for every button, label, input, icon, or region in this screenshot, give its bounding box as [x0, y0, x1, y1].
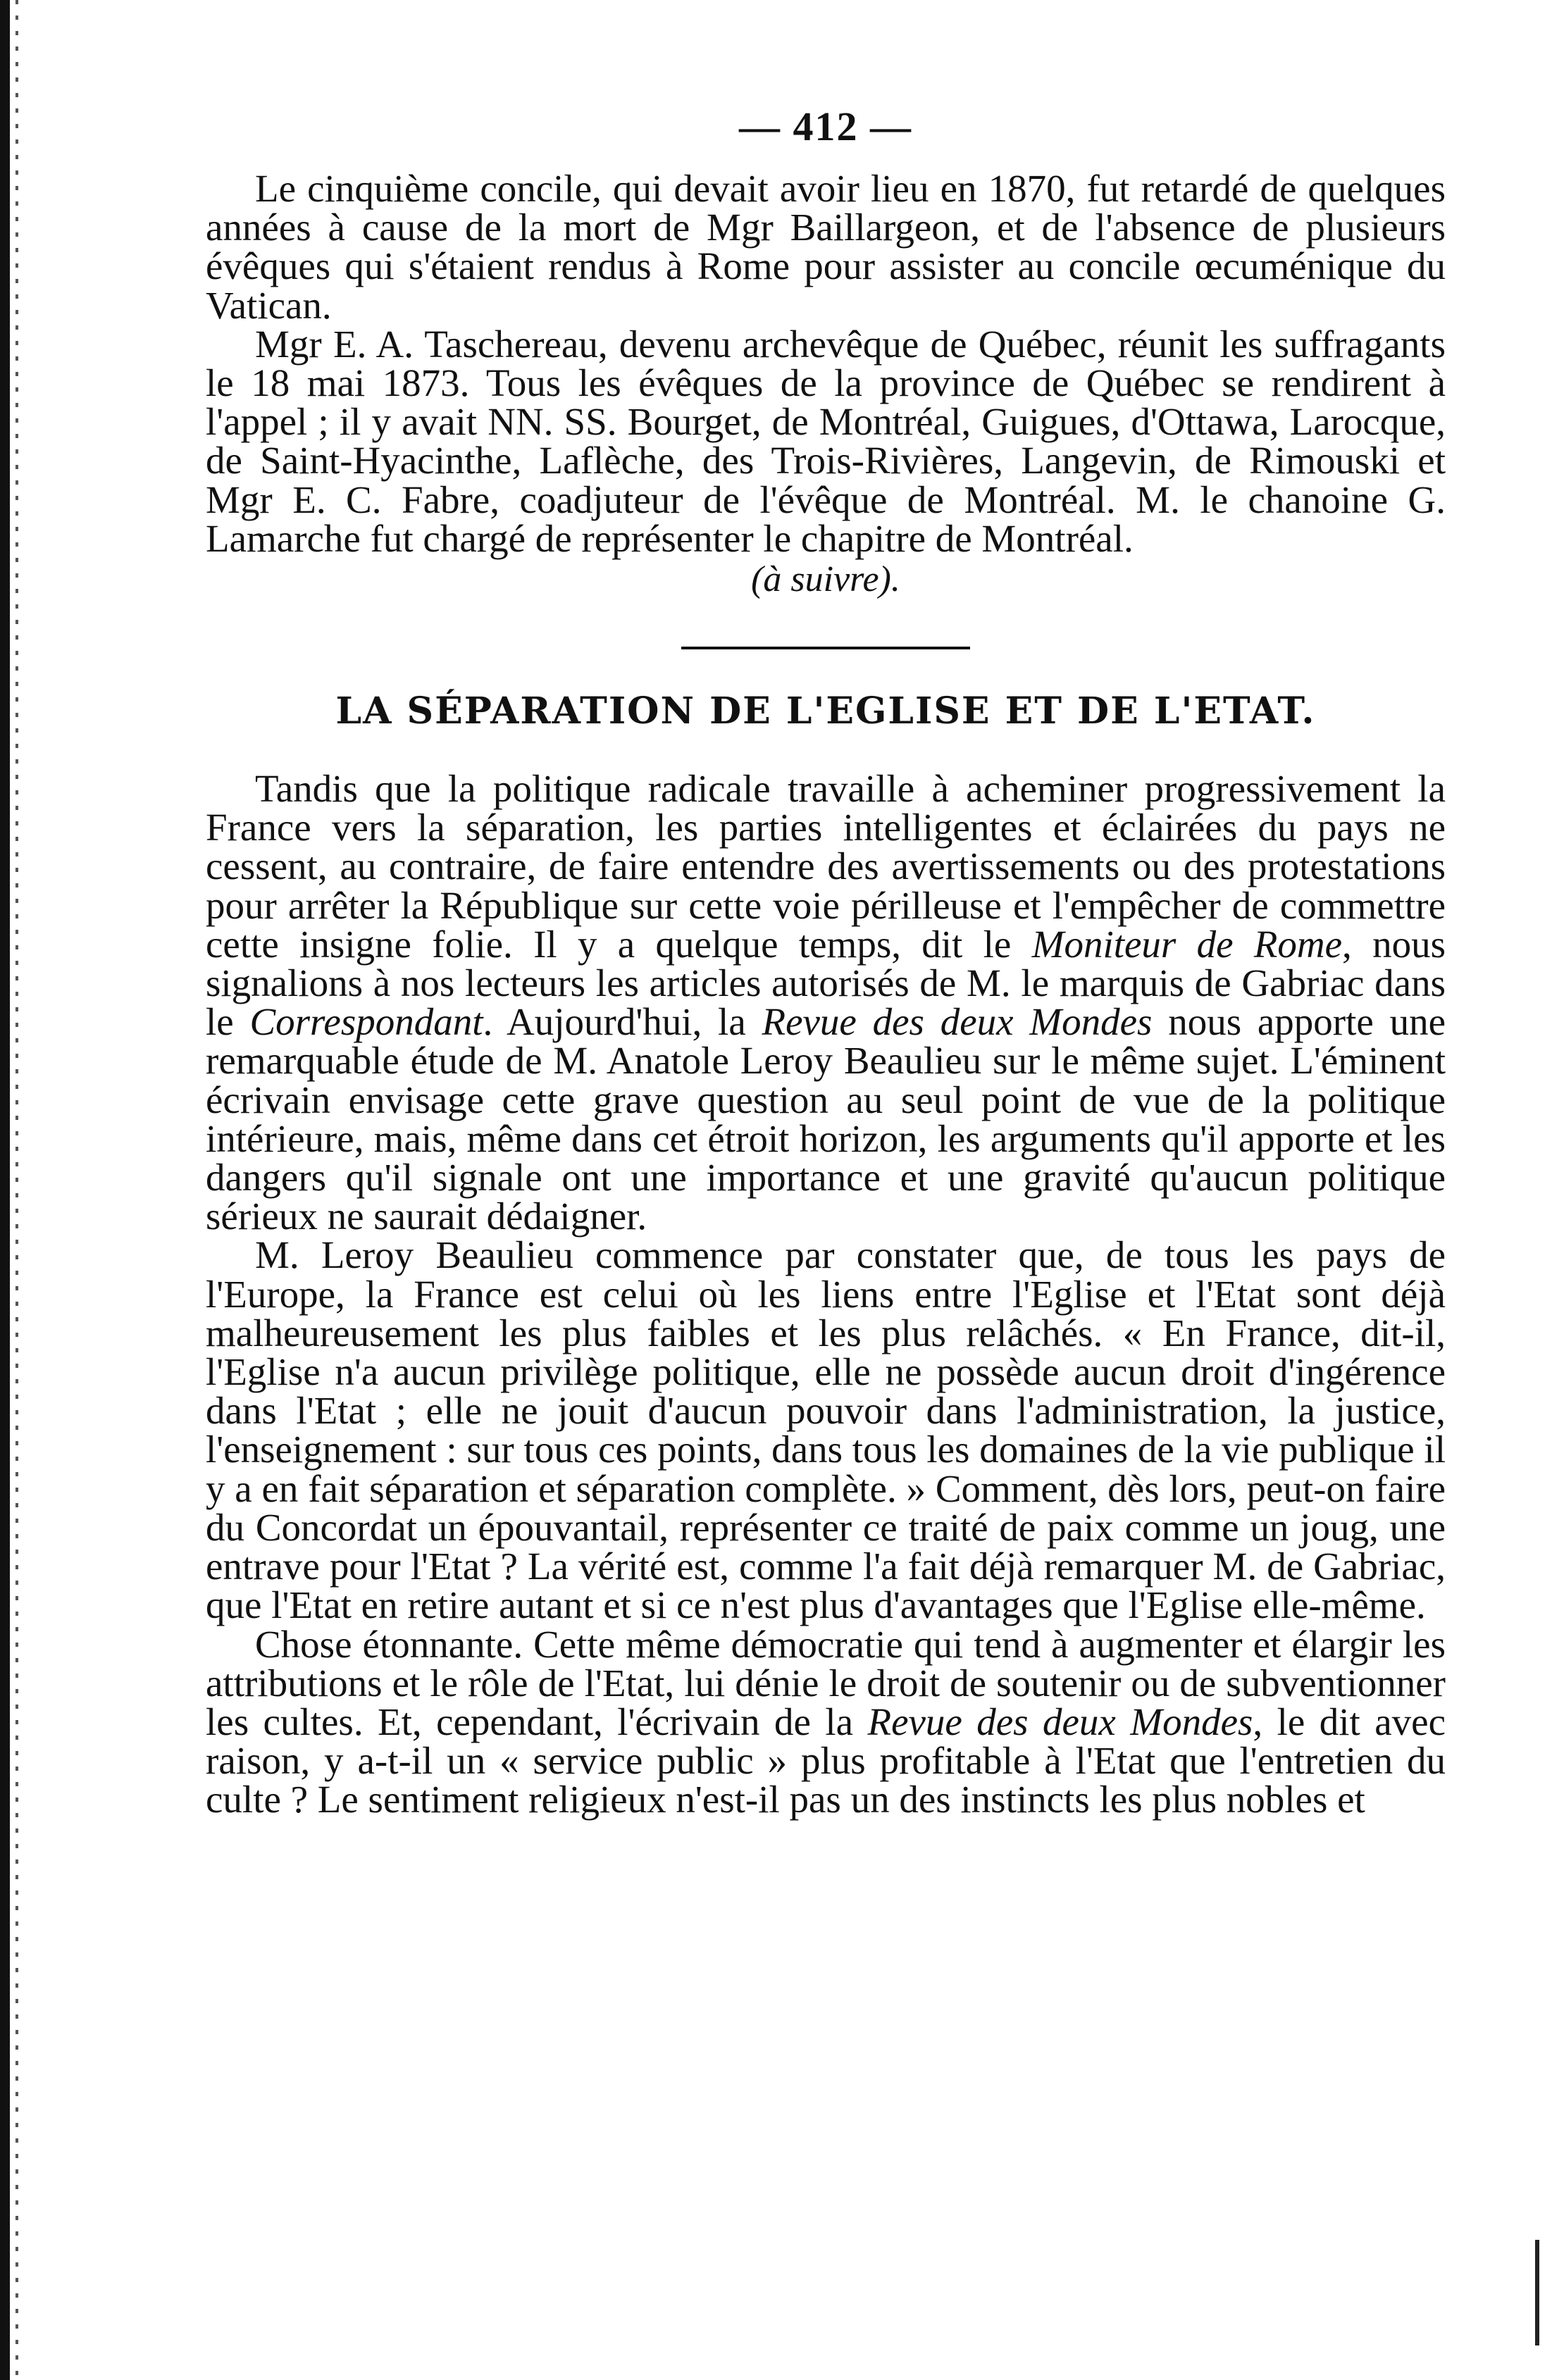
scan-binding-marks — [15, 0, 18, 2380]
paragraph-chose-etonnante — [206, 1622, 1446, 1821]
text-run: nous apporte une remarquable étude de M. Anatole Leroy Beaulieu sur le même sujet. L'éminent écrivain envisage cette grave question au seul point de vue de la politique intérieure, mais, même dans cet étroit horizon, les arguments qu'il apporte et les dangers qu'il signale ont une importance et une gravité qu'aucun politique sérieux ne saurait dédaigner. — [206, 1000, 1446, 1238]
title-correspondant: Correspondant — [249, 1000, 483, 1044]
page-number: — 412 — — [739, 104, 912, 149]
scan-right-mark — [1535, 2240, 1539, 2345]
text-run: , le dit avec raison, y a-t-il un « service public » plus profitable à l'Etat que l'entretien du culte ? Le sentiment religieux n'est-il pas un des instincts les plus nobles et — [206, 1700, 1446, 1821]
title-revue: Revue des deux Mondes — [867, 1700, 1253, 1743]
section-divider — [681, 647, 970, 649]
text-run: Tandis que la politique radicale travaille à acheminer progressivement la France vers la séparation, les parties intelligentes et éclairées du pays ne cessent, au contraire, de faire entendre des avertissements ou des protestations pour arrêter la République sur cette voie périlleuse et l'empêcher de commettre cette insigne folie. Il y a quelque temps, dit le — [206, 767, 1446, 966]
paragraph-leroy-beaulieu: M. Leroy Beaulieu commence par constater que, de tous les pays de l'Europe, la France est celui où les liens entre l'Eglise et l'Etat sont déjà malheureusement les plus faibles et les plus relâchés. « En France, dit-il, l'Eglise n'a aucun privilège politique, elle ne possède aucun droit d'ingérence dans l'Etat ; elle ne jouit d'aucun pouvoir dans l'administration, la justice, l'enseignement : sur tous ces points, dans tous les domaines de la vie publique il y a en fait séparation et séparation complète. » Comment, dès lors, peut-on faire du Concordat un épouvantail, représenter ce traité de paix comme un joug, une entrave pour l'Etat ? La vérité est, comme l'a fait déjà remarquer M. de Gabriac, que l'Etat en retire autant et si ce n'est plus d'avantages que l'Eglise elle-même. — [206, 1233, 1446, 1627]
text-run: . Aujourd'hui, la — [483, 1000, 762, 1044]
title-revue: Revue des deux Mondes — [762, 1000, 1153, 1044]
paragraph-taschereau: Mgr E. A. Taschereau, devenu archevêque de Québec, réunit les suffragants le 18 mai 1873. Tous les évêques de la province de Québec se rendirent à l'appel ; il y avait NN. SS. Bourget, de Montréal, Guigues, d'Ottawa, Larocque, de Saint-Hyacinthe, Laflèche, des Trois-Rivières, Langevin, de Rimouski et Mgr E. C. Fabre, coadjuteur de l'évêque de Montréal. M. le chanoine G. Lamarche fut chargé de représenter le chapitre de Montréal. — [206, 322, 1446, 560]
text-run: Chose étonnante. Cette même démocratie qui tend à augmenter et élargir les attributions et le rôle de l'Etat, lui dénie le droit de soutenir ou de subventionner les cultes. Et, cependant, l'écrivain de la — [206, 1622, 1446, 1743]
document-page — [206, 99, 1446, 1819]
paragraph-concile: Le cinquième concile, qui devait avoir lieu en 1870, fut retardé de quelques années à cause de la mort de Mgr Baillargeon, et de l'absence de plusieurs évêques qui s'étaient rendus à Rome pour assister au concile œcuménique du Vatican. — [206, 167, 1446, 327]
article-body — [206, 769, 1446, 1819]
text-run: , nous signalions à nos lecteurs les articles autorisés de M. le marquis de Gabriac dans le — [206, 922, 1446, 1044]
paragraph-separation-intro — [206, 767, 1446, 1238]
a-suivre-note: (à suivre). — [751, 559, 900, 600]
scan-left-edge — [0, 0, 10, 2380]
title-moniteur: Moniteur de Rome — [1031, 922, 1343, 966]
section-title: LA SÉPARATION DE L'EGLISE ET DE L'ETAT. — [335, 690, 1316, 733]
